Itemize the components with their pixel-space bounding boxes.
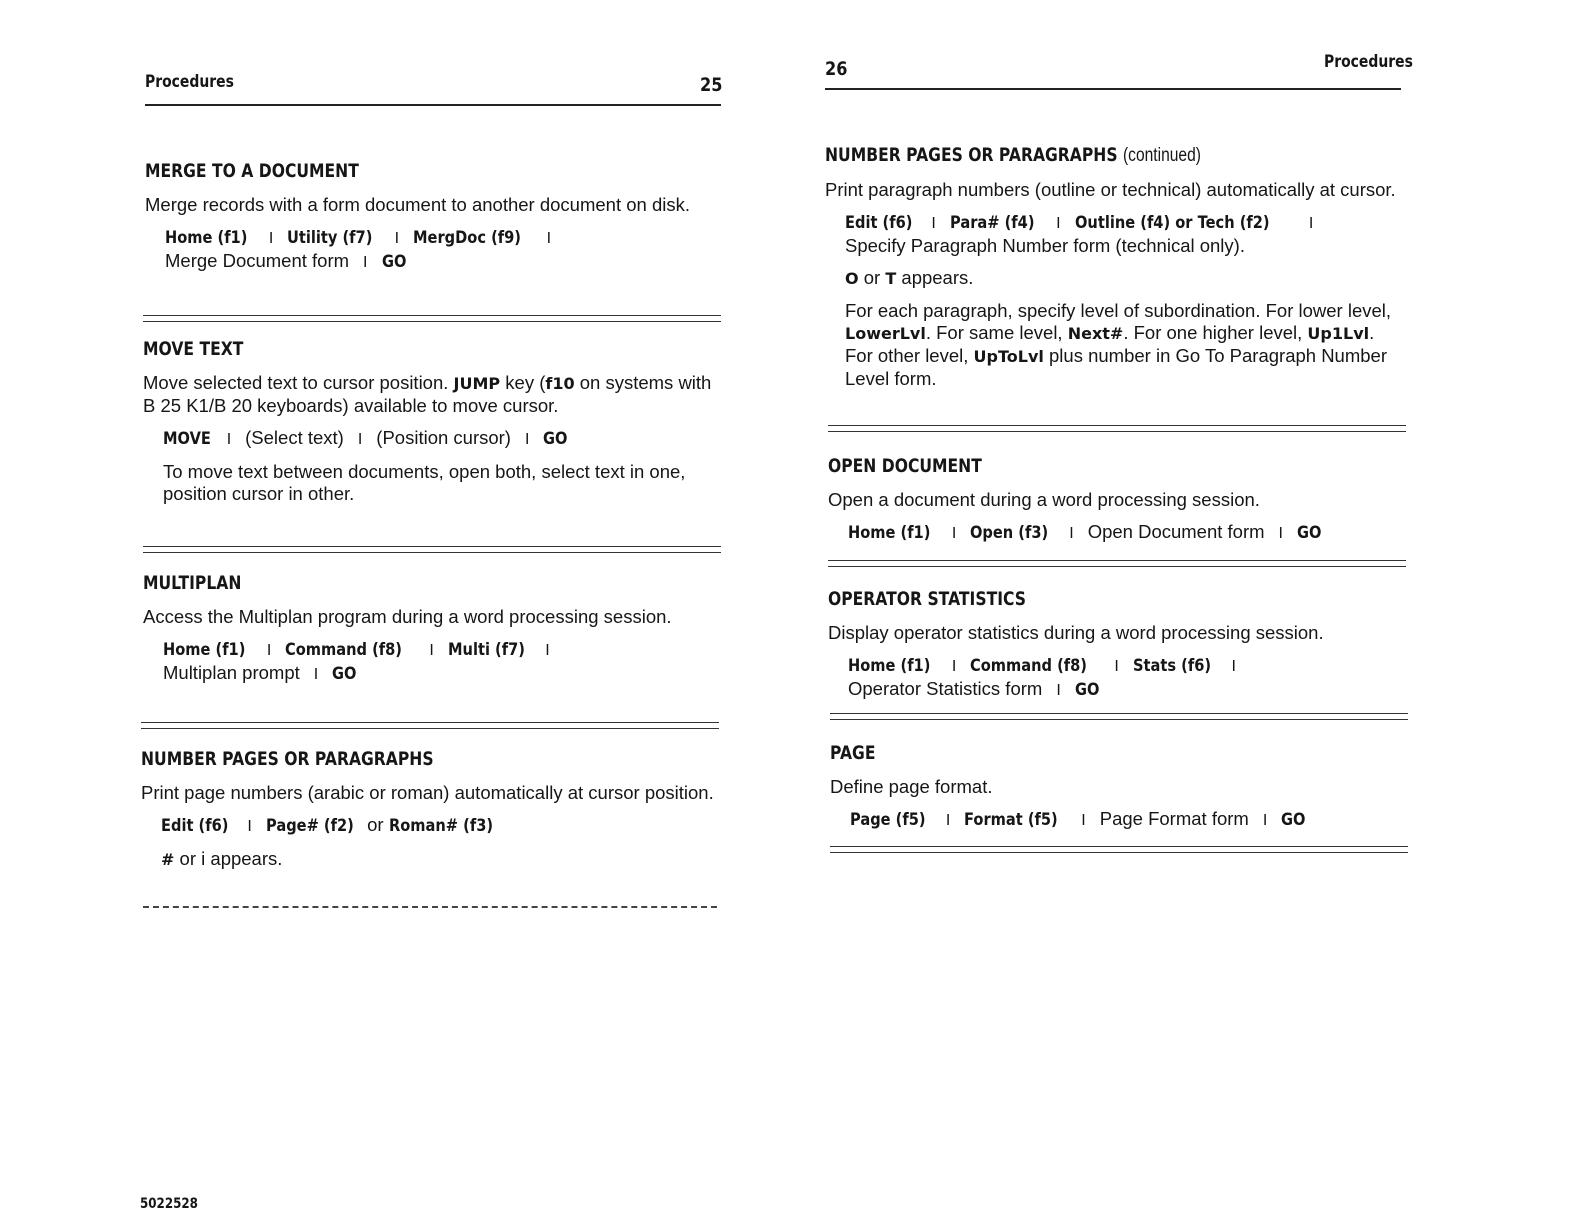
separator: I <box>266 642 272 659</box>
keystroke-sequence <box>163 638 721 686</box>
separator: I <box>1231 658 1236 675</box>
step-text: Merge Document form <box>165 250 350 271</box>
separator: I <box>247 818 252 835</box>
key-label: GO <box>381 252 406 272</box>
separator: I <box>1262 812 1268 829</box>
section-number-paragraphs-continued <box>825 144 1403 400</box>
key-label: Para# (f4) <box>949 213 1035 233</box>
key-label: MOVE <box>163 429 211 449</box>
separator: I <box>226 431 232 448</box>
section-merge-to-a-document <box>145 160 723 284</box>
section-description: Display operator statistics during a word processing session. <box>828 622 1324 643</box>
separator: I <box>1278 525 1283 542</box>
separator: I <box>1056 682 1061 699</box>
keystroke-sequence <box>161 814 719 838</box>
section-title: MERGE TO A DOCUMENT <box>145 160 359 182</box>
key-label: MergDoc (f9) <box>413 228 522 248</box>
section-divider <box>143 315 721 322</box>
section-description: Merge records with a form document to another document on disk. <box>145 194 690 215</box>
key-label: GO <box>1281 810 1306 830</box>
continued-divider <box>143 906 717 908</box>
section-note: # or i appears. <box>161 848 283 869</box>
keystroke-sequence <box>165 226 723 274</box>
step-text: (Select text) <box>245 427 344 448</box>
section-open-document <box>828 455 1406 555</box>
section-divider <box>143 546 721 553</box>
step-text: (Position cursor) <box>376 427 511 448</box>
section-title: MULTIPLAN <box>143 572 242 594</box>
separator: I <box>931 215 936 232</box>
key-label: GO <box>332 664 357 684</box>
key-label: Outline (f4) or Tech (f2) <box>1074 213 1270 233</box>
section-description: Print paragraph numbers (outline or technical) automatically at cursor. <box>825 179 1396 200</box>
document-number: 5022528 <box>140 1196 198 1212</box>
separator: I <box>951 658 957 675</box>
separator: I <box>394 230 400 247</box>
continued-label: (continued) <box>1122 145 1201 166</box>
header-rule <box>145 104 721 106</box>
step-text: Multiplan prompt <box>163 662 300 683</box>
key-label: Stats (f6) <box>1132 656 1211 676</box>
step-text: Page Format form <box>1099 808 1249 829</box>
separator: I <box>546 230 552 247</box>
running-head: Procedures <box>145 72 234 92</box>
section-move-text <box>143 338 721 515</box>
separator: I <box>313 666 319 683</box>
keystroke-sequence <box>848 654 1406 702</box>
key-label: Format (f5) <box>964 810 1059 830</box>
key-label: Roman# (f3) <box>388 816 493 836</box>
key-label: Multi (f7) <box>447 640 525 660</box>
key-label: Page# (f2) <box>265 816 354 836</box>
section-page <box>830 742 1408 842</box>
section-note: For each paragraph, specify level of subordination. For lower level, LowerLvl. For same level, Next#. For one higher level, Up1Lvl. For other level, UpToLvl plus number in Go To Paragraph Number Level form. <box>845 300 1392 389</box>
separator: I <box>357 431 363 448</box>
section-description: Define page format. <box>830 776 993 797</box>
key-label: Home (f1) <box>848 523 931 543</box>
step-text: Open Document form <box>1087 521 1265 542</box>
separator: I <box>429 642 434 659</box>
key-label: Command (f8) <box>970 656 1088 676</box>
separator: I <box>1056 215 1061 232</box>
key-label: Home (f1) <box>165 228 248 248</box>
section-description: Move selected text to cursor position. JUMP key (f10 on systems with B 25 K1/B 20 keyboards) available to move cursor. <box>143 372 712 416</box>
key-label: Open (f3) <box>970 523 1049 543</box>
section-divider <box>828 425 1406 432</box>
section-note: O or T appears. <box>845 267 974 288</box>
step-text: or <box>367 814 384 835</box>
step-text: Operator Statistics form <box>848 678 1043 699</box>
section-divider <box>828 560 1406 567</box>
key-label: GO <box>543 429 568 449</box>
page-number: 26 <box>825 58 848 80</box>
header-rule <box>825 88 1401 90</box>
page-number: 25 <box>700 74 723 96</box>
section-title: MOVE TEXT <box>143 338 244 360</box>
keystroke-sequence <box>163 427 721 451</box>
section-title: OPERATOR STATISTICS <box>828 588 1026 610</box>
key-label: Home (f1) <box>163 640 246 660</box>
separator: I <box>945 812 951 829</box>
running-head: Procedures <box>1324 52 1413 72</box>
section-title: OPEN DOCUMENT <box>828 455 982 477</box>
section-operator-statistics <box>828 588 1406 712</box>
step-text: Specify Paragraph Number form (technical only). <box>845 235 1245 256</box>
section-description: Print page numbers (arabic or roman) automatically at cursor position. <box>141 782 714 803</box>
section-title: PAGE <box>830 742 876 764</box>
section-title: NUMBER PAGES OR PARAGRAPHS (continued) <box>825 144 1201 166</box>
key-label: Edit (f6) <box>845 213 913 233</box>
section-note: To move text between documents, open both, select text in one, position cursor in other. <box>163 461 686 504</box>
key-label: Edit (f6) <box>161 816 229 836</box>
separator: I <box>951 525 957 542</box>
key-label: Page (f5) <box>850 810 926 830</box>
section-multiplan <box>143 572 721 696</box>
separator: I <box>1081 812 1086 829</box>
section-divider <box>830 846 1408 853</box>
separator: I <box>1069 525 1074 542</box>
section-title: NUMBER PAGES OR PARAGRAPHS <box>141 748 434 770</box>
key-label: GO <box>1074 680 1100 700</box>
separator: I <box>545 642 550 659</box>
section-description: Open a document during a word processing session. <box>828 489 1260 510</box>
key-label: Home (f1) <box>848 656 931 676</box>
separator: I <box>1308 215 1314 232</box>
key-label: Utility (f7) <box>287 228 373 248</box>
separator: I <box>1114 658 1119 675</box>
key-label: GO <box>1297 523 1322 543</box>
separator: I <box>524 431 530 448</box>
keystroke-sequence <box>848 521 1406 545</box>
keystroke-sequence <box>850 808 1408 832</box>
section-divider <box>141 722 719 729</box>
separator: I <box>363 254 368 271</box>
section-description: Access the Multiplan program during a word processing session. <box>143 606 672 627</box>
key-label: Command (f8) <box>285 640 403 660</box>
section-divider <box>830 713 1408 720</box>
section-number-pages <box>141 748 719 881</box>
separator: I <box>268 230 274 247</box>
keystroke-sequence <box>845 211 1403 257</box>
